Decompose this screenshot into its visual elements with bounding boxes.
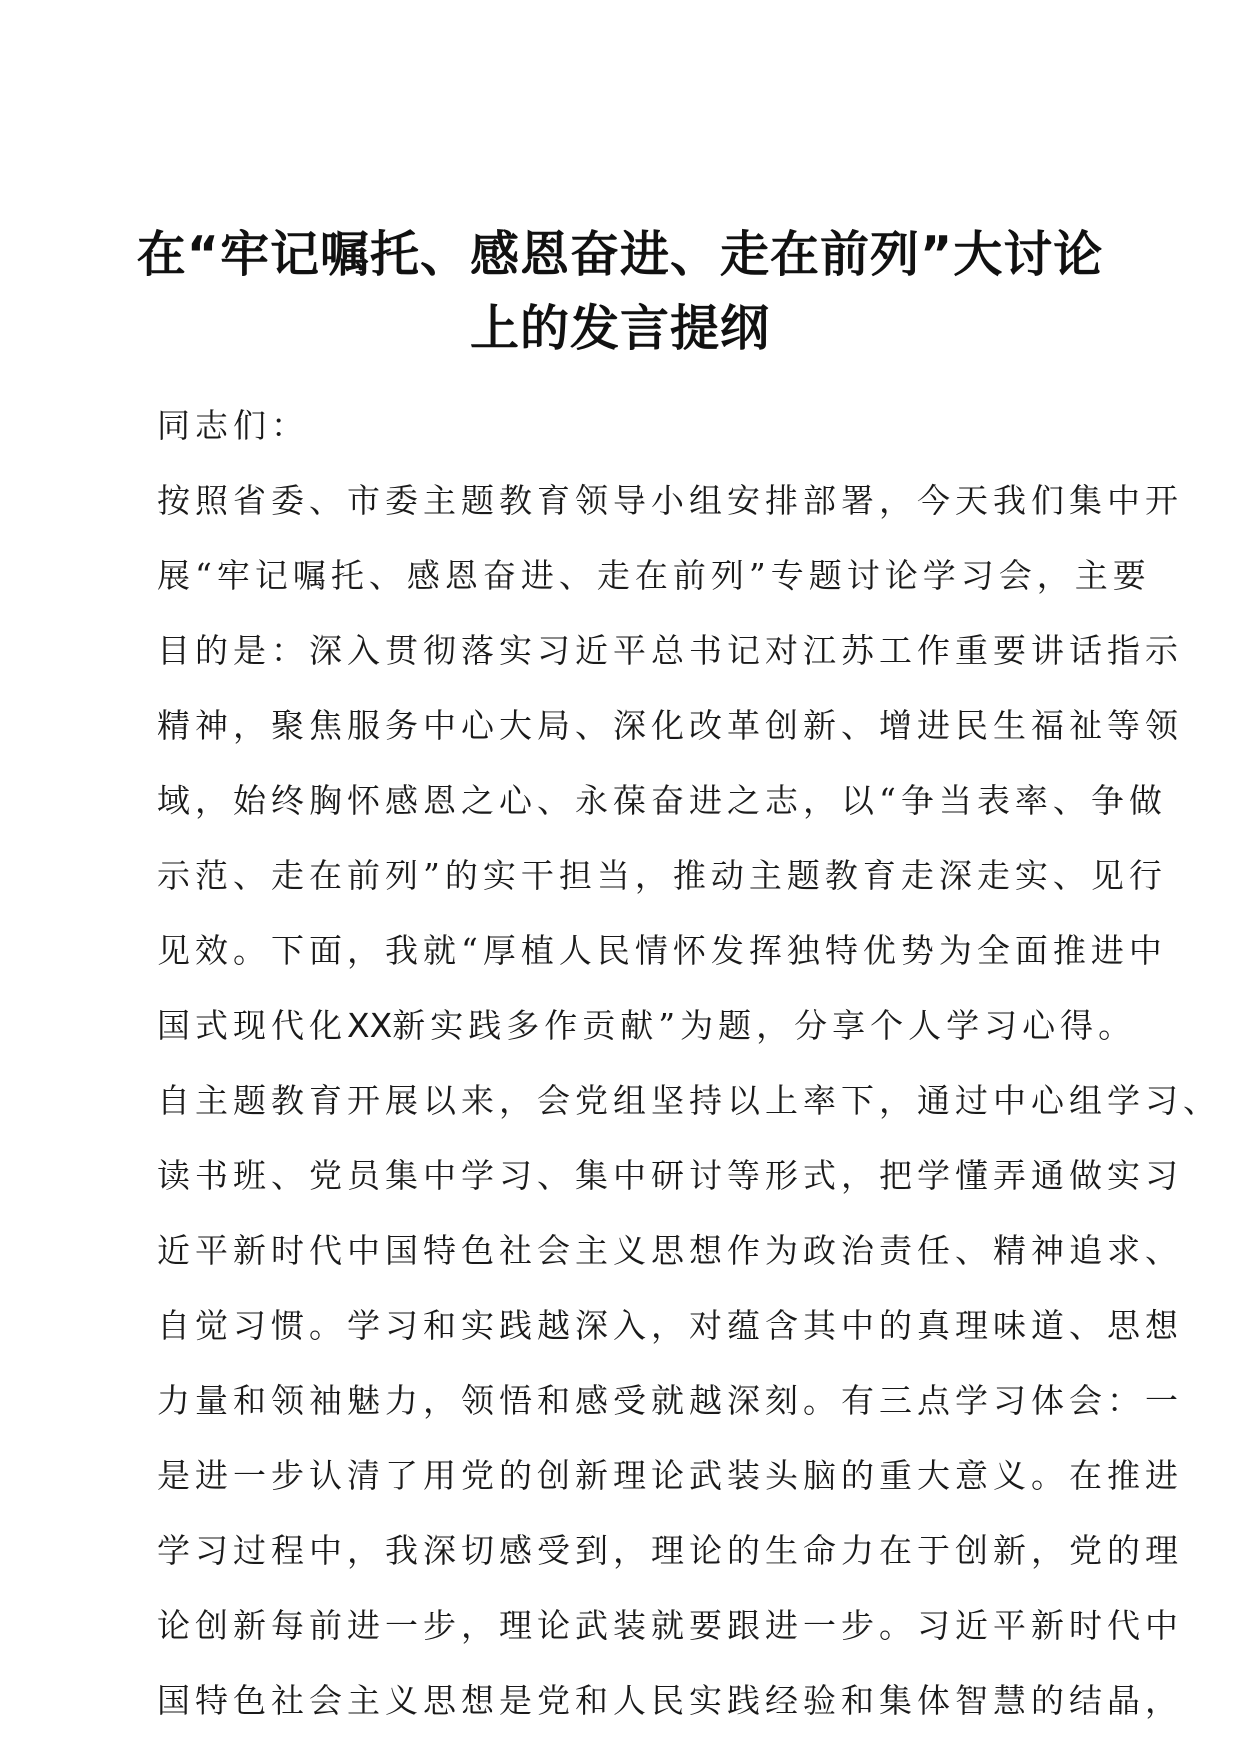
document-body [157, 388, 1221, 1738]
paragraph-1-line: 按照省委、市委主题教育领导小组安排部署，今天我们集中开 [157, 481, 1183, 520]
paragraph-1-line: 展“牢记嘱托、感恩奋进、走在前列”专题讨论学习会，主要 [157, 556, 1151, 595]
paragraph-1-line: 见效。下面，我就“厚植人民情怀发挥独特优势为全面推进中 [157, 931, 1167, 970]
title-line-2: 上的发言提纲 [469, 300, 770, 357]
salutation: 同志们： [157, 406, 309, 445]
paragraph-1-line: 域，始终胸怀感恩之心、永葆奋进之志，以“争当表率、争做 [157, 781, 1167, 820]
last-line-start: 国式现代化 [157, 1006, 347, 1045]
paragraph-2-line: 自主题教育开展以来，会党组坚持以上率下，通过中心组学习、 [157, 1081, 1221, 1120]
paragraph-2-line: 近平新时代中国特色社会主义思想作为政治责任、精神追求、 [157, 1231, 1183, 1270]
paragraph-1-line: 目的是：深入贯彻落实习近平总书记对江苏工作重要讲话指示 [157, 631, 1183, 670]
placeholder-xx: XX [347, 1006, 393, 1045]
paragraph-1-last-line [157, 988, 1137, 1063]
title-line-1: 在“牢记嘱托、感恩奋进、走在前列”大讨论 [136, 226, 1104, 283]
paragraph-2-line: 论创新每前进一步，理论武装就要跟进一步。习近平新时代中 [157, 1606, 1183, 1645]
document-title [130, 218, 1110, 366]
paragraph-1-line: 精神，聚焦服务中心大局、深化改革创新、增进民生福祉等领 [157, 706, 1183, 745]
last-line-end: 新实践多作贡献”为题，分享个人学习心得。 [392, 1006, 1137, 1045]
paragraph-2-line: 读书班、党员集中学习、集中研讨等形式，把学懂弄通做实习 [157, 1156, 1183, 1195]
paragraph-2-line: 自觉习惯。学习和实践越深入，对蕴含其中的真理味道、思想 [157, 1306, 1183, 1345]
paragraph-1 [157, 463, 1183, 1063]
paragraph-1-line: 示范、走在前列”的实干担当，推动主题教育走深走实、见行 [157, 856, 1167, 895]
paragraph-2-line: 国特色社会主义思想是党和人民实践经验和集体智慧的结晶， [157, 1681, 1183, 1720]
paragraph-2 [157, 1063, 1221, 1738]
paragraph-2-line: 力量和领袖魅力，领悟和感受就越深刻。有三点学习体会：一 [157, 1381, 1183, 1420]
paragraph-2-line: 学习过程中，我深切感受到，理论的生命力在于创新，党的理 [157, 1531, 1183, 1570]
paragraph-2-line: 是进一步认清了用党的创新理论武装头脑的重大意义。在推进 [157, 1456, 1183, 1495]
